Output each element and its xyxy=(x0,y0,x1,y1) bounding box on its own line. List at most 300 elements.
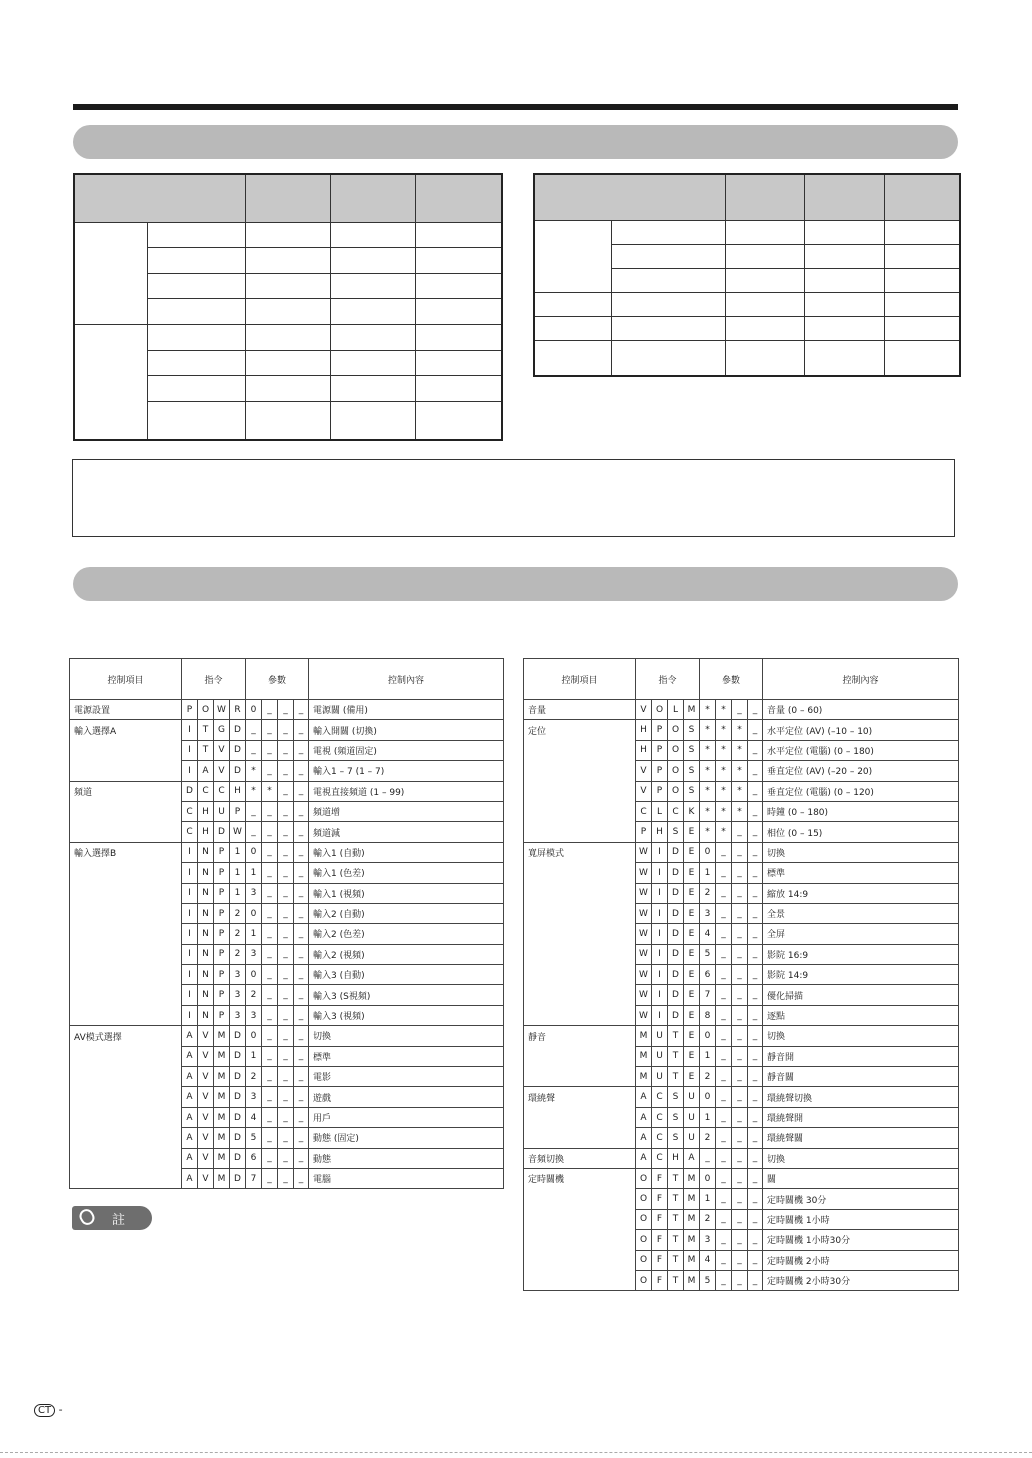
command-char: S xyxy=(684,781,700,801)
parameter-char: _ xyxy=(262,903,278,923)
parameter-char: _ xyxy=(294,720,309,740)
command-char: I xyxy=(182,1005,198,1025)
control-content: 定時關機 1小時30分 xyxy=(763,1230,959,1250)
table-row xyxy=(70,883,504,903)
parameter-char: * xyxy=(716,781,732,801)
command-char: I xyxy=(182,965,198,985)
table-row xyxy=(70,1128,504,1148)
command-char: V xyxy=(198,1148,214,1168)
parameter-char: * xyxy=(716,801,732,821)
command-char: P xyxy=(214,842,230,862)
parameter-char: _ xyxy=(748,1087,763,1107)
parameter-char: _ xyxy=(246,822,262,842)
parameter-char: 5 xyxy=(246,1128,262,1148)
parameter-char: _ xyxy=(294,1005,309,1025)
parameter-char: 2 xyxy=(700,883,716,903)
table-row xyxy=(70,965,504,985)
table-row xyxy=(524,1026,959,1046)
command-char: T xyxy=(198,740,214,760)
command-char: C xyxy=(652,1087,668,1107)
parameter-char: _ xyxy=(732,1148,748,1168)
command-char: S xyxy=(668,822,684,842)
parameter-char: _ xyxy=(294,1067,309,1087)
command-char: F xyxy=(652,1189,668,1209)
command-char: P xyxy=(652,720,668,740)
parameter-char: _ xyxy=(716,1250,732,1270)
parameter-char: _ xyxy=(732,985,748,1005)
command-char: O xyxy=(198,700,214,720)
control-item: 輸入選擇A xyxy=(70,720,182,740)
command-char: I xyxy=(182,944,198,964)
parameter-char: _ xyxy=(732,1026,748,1046)
parameter-char: _ xyxy=(262,822,278,842)
table-row xyxy=(524,842,959,862)
table-row xyxy=(524,761,959,781)
table-row xyxy=(70,740,504,760)
parameter-char: _ xyxy=(748,700,763,720)
command-char: O xyxy=(636,1250,652,1270)
command-char: D xyxy=(230,1026,246,1046)
command-char: P xyxy=(214,965,230,985)
control-item xyxy=(524,1209,636,1229)
header-control-item: 控制項目 xyxy=(524,659,636,700)
command-char: T xyxy=(668,1209,684,1229)
parameter-char: _ xyxy=(732,1230,748,1250)
command-char: G xyxy=(214,720,230,740)
command-char: N xyxy=(198,924,214,944)
command-char: U xyxy=(684,1128,700,1148)
control-content: 輸入3 (視頻) xyxy=(309,1005,504,1025)
control-content: 關 xyxy=(763,1168,959,1188)
command-char: N xyxy=(198,842,214,862)
parameter-char: _ xyxy=(732,1270,748,1290)
control-content: 水平定位 (電腦) (0 – 180) xyxy=(763,740,959,760)
command-char: I xyxy=(652,842,668,862)
control-content: 相位 (0 – 15) xyxy=(763,822,959,842)
parameter-char: _ xyxy=(294,1128,309,1148)
parameter-char: 4 xyxy=(246,1107,262,1127)
parameter-char: * xyxy=(246,781,262,801)
table-row xyxy=(524,965,959,985)
table-row xyxy=(70,863,504,883)
control-item xyxy=(524,1270,636,1290)
parameter-char: _ xyxy=(278,781,294,801)
parameter-char: _ xyxy=(732,1046,748,1066)
command-char: M xyxy=(214,1148,230,1168)
control-content: 水平定位 (AV) (–10 – 10) xyxy=(763,720,959,740)
command-char: A xyxy=(182,1128,198,1148)
control-content: 定時關機 1小時 xyxy=(763,1209,959,1229)
parameter-char: _ xyxy=(732,1107,748,1127)
control-content: 音量 (0 – 60) xyxy=(763,700,959,720)
parameter-char: 1 xyxy=(246,1046,262,1066)
control-item xyxy=(70,985,182,1005)
control-content: 標準 xyxy=(309,1046,504,1066)
command-char: E xyxy=(684,1067,700,1087)
table-row xyxy=(524,1148,959,1168)
parameter-char: _ xyxy=(732,1189,748,1209)
command-char: H xyxy=(668,1148,684,1168)
parameter-char: _ xyxy=(246,720,262,740)
command-char: M xyxy=(214,1067,230,1087)
command-char: N xyxy=(198,1005,214,1025)
control-item xyxy=(524,944,636,964)
command-char: A xyxy=(636,1148,652,1168)
command-char: E xyxy=(684,944,700,964)
command-char: T xyxy=(668,1168,684,1188)
command-char: L xyxy=(652,801,668,821)
control-content: 輸入2 (自動) xyxy=(309,903,504,923)
parameter-char: _ xyxy=(716,863,732,883)
control-content: 動態 xyxy=(309,1148,504,1168)
command-char: N xyxy=(198,965,214,985)
header-command: 指令 xyxy=(182,659,246,700)
command-char: O xyxy=(636,1209,652,1229)
control-item xyxy=(524,883,636,903)
parameter-char: _ xyxy=(700,1148,716,1168)
parameter-char: _ xyxy=(748,1250,763,1270)
parameter-char: 2 xyxy=(700,1209,716,1229)
control-content: 定時關機 2小時30分 xyxy=(763,1270,959,1290)
parameter-char: _ xyxy=(278,1148,294,1168)
parameter-char: * xyxy=(700,761,716,781)
parameter-char: _ xyxy=(716,1270,732,1290)
parameter-char: _ xyxy=(732,883,748,903)
command-char: F xyxy=(652,1230,668,1250)
table-row xyxy=(524,700,959,720)
table-row xyxy=(70,1107,504,1127)
command-char: M xyxy=(214,1087,230,1107)
command-char: V xyxy=(198,1128,214,1148)
command-char: I xyxy=(182,842,198,862)
command-char: R xyxy=(230,700,246,720)
command-char: M xyxy=(684,700,700,720)
control-item xyxy=(70,761,182,781)
command-char: D xyxy=(230,1148,246,1168)
table-row xyxy=(524,903,959,923)
command-char: P xyxy=(214,1005,230,1025)
control-item xyxy=(70,1067,182,1087)
command-char: M xyxy=(214,1107,230,1127)
command-table-left xyxy=(69,658,504,1189)
parameter-char: _ xyxy=(748,1005,763,1025)
control-item xyxy=(524,924,636,944)
command-char: I xyxy=(182,924,198,944)
parameter-char: _ xyxy=(748,1189,763,1209)
parameter-char: _ xyxy=(294,965,309,985)
command-char: T xyxy=(668,1230,684,1250)
header-control-content: 控制內容 xyxy=(763,659,959,700)
parameter-char: * xyxy=(716,720,732,740)
control-content: 電視 (頻道固定) xyxy=(309,740,504,760)
control-item xyxy=(524,985,636,1005)
command-char: W xyxy=(636,883,652,903)
parameter-char: _ xyxy=(748,883,763,903)
parameter-char: _ xyxy=(748,822,763,842)
parameter-char: _ xyxy=(278,863,294,883)
parameter-char: _ xyxy=(294,985,309,1005)
parameter-char: _ xyxy=(732,1168,748,1188)
table-row xyxy=(70,720,504,740)
control-item: 定位 xyxy=(524,720,636,740)
parameter-char: * xyxy=(700,801,716,821)
command-char: A xyxy=(182,1148,198,1168)
parameter-char: * xyxy=(700,822,716,842)
parameter-char: _ xyxy=(748,1168,763,1188)
table-row xyxy=(524,801,959,821)
table-row xyxy=(524,944,959,964)
parameter-char: * xyxy=(732,740,748,760)
command-char: W xyxy=(636,1005,652,1025)
command-char: W xyxy=(636,985,652,1005)
parameter-char: _ xyxy=(262,801,278,821)
command-char: O xyxy=(636,1270,652,1290)
parameter-char: _ xyxy=(262,1087,278,1107)
control-content: 切換 xyxy=(763,842,959,862)
parameter-char: _ xyxy=(732,903,748,923)
command-char: A xyxy=(636,1107,652,1127)
parameter-char: _ xyxy=(716,944,732,964)
command-char: I xyxy=(652,903,668,923)
parameter-char: _ xyxy=(294,700,309,720)
command-char: M xyxy=(214,1168,230,1188)
control-item xyxy=(524,801,636,821)
control-item xyxy=(70,1087,182,1107)
parameter-char: _ xyxy=(294,1148,309,1168)
command-char: H xyxy=(230,781,246,801)
control-item xyxy=(70,1005,182,1025)
parameter-char: _ xyxy=(732,965,748,985)
command-char: T xyxy=(668,1046,684,1066)
control-item xyxy=(70,903,182,923)
command-char: U xyxy=(652,1067,668,1087)
control-content: 影院 14:9 xyxy=(763,965,959,985)
parameter-char: 2 xyxy=(246,1067,262,1087)
table-row xyxy=(524,863,959,883)
note-badge xyxy=(72,1206,152,1230)
parameter-char: _ xyxy=(748,1230,763,1250)
header-control-content: 控制內容 xyxy=(309,659,504,700)
command-char: N xyxy=(198,903,214,923)
command-char: K xyxy=(684,801,700,821)
control-content: 輸入1 (色差) xyxy=(309,863,504,883)
table-row xyxy=(70,903,504,923)
parameter-char: _ xyxy=(748,1128,763,1148)
parameter-char: _ xyxy=(294,1168,309,1188)
command-char: D xyxy=(230,1067,246,1087)
command-char: T xyxy=(668,1067,684,1087)
table-row xyxy=(524,1128,959,1148)
control-item xyxy=(70,1128,182,1148)
command-char: I xyxy=(652,924,668,944)
control-content: 輸入3 (自動) xyxy=(309,965,504,985)
parameter-char: 2 xyxy=(700,1128,716,1148)
parameter-char: _ xyxy=(748,1148,763,1168)
parameter-char: _ xyxy=(748,781,763,801)
note-label: 註 xyxy=(112,1213,126,1228)
command-char: A xyxy=(182,1168,198,1188)
parameter-char: * xyxy=(716,700,732,720)
header-parameter: 參數 xyxy=(700,659,763,700)
parameter-char: _ xyxy=(294,761,309,781)
parameter-char: * xyxy=(716,740,732,760)
parameter-char: _ xyxy=(294,924,309,944)
parameter-char: 2 xyxy=(246,985,262,1005)
parameter-char: _ xyxy=(278,1067,294,1087)
parameter-char: _ xyxy=(732,1128,748,1148)
table-row xyxy=(524,883,959,903)
control-content: 全景 xyxy=(763,903,959,923)
parameter-char: _ xyxy=(732,924,748,944)
parameter-char: 0 xyxy=(246,842,262,862)
upper-right-grid xyxy=(533,173,961,377)
control-content: 環繞聲切換 xyxy=(763,1087,959,1107)
command-char: M xyxy=(684,1209,700,1229)
command-char: E xyxy=(684,1005,700,1025)
parameter-char: _ xyxy=(294,944,309,964)
parameter-char: _ xyxy=(262,965,278,985)
upper-left-grid xyxy=(73,173,503,441)
parameter-char: _ xyxy=(748,985,763,1005)
parameter-char: _ xyxy=(278,822,294,842)
command-char: C xyxy=(652,1128,668,1148)
control-item xyxy=(524,781,636,801)
control-item xyxy=(70,740,182,760)
control-content: 輸入2 (視頻) xyxy=(309,944,504,964)
language-code: CT xyxy=(34,1404,55,1417)
command-char: M xyxy=(636,1067,652,1087)
table-row xyxy=(70,1005,504,1025)
command-char: I xyxy=(652,985,668,1005)
parameter-char: _ xyxy=(716,1026,732,1046)
parameter-char: _ xyxy=(732,822,748,842)
table-row xyxy=(70,985,504,1005)
control-content: 用戶 xyxy=(309,1107,504,1127)
note-box xyxy=(72,459,955,537)
command-char: H xyxy=(636,740,652,760)
parameter-char: 5 xyxy=(700,944,716,964)
command-char: O xyxy=(668,761,684,781)
command-char: A xyxy=(182,1087,198,1107)
command-char: C xyxy=(636,801,652,821)
table-row xyxy=(524,1046,959,1066)
command-char: D xyxy=(668,1005,684,1025)
control-content: 電腦 xyxy=(309,1168,504,1188)
parameter-char: 1 xyxy=(700,1107,716,1127)
command-char: N xyxy=(198,863,214,883)
control-content: 遊戲 xyxy=(309,1087,504,1107)
command-char: M xyxy=(636,1026,652,1046)
table-row xyxy=(70,1087,504,1107)
table-row xyxy=(524,822,959,842)
control-content: 垂直定位 (AV) (–20 – 20) xyxy=(763,761,959,781)
parameter-char: * xyxy=(732,720,748,740)
command-char: I xyxy=(182,740,198,760)
table-row xyxy=(524,740,959,760)
command-char: W xyxy=(636,863,652,883)
parameter-char: _ xyxy=(732,1250,748,1270)
control-item: 音頻切換 xyxy=(524,1148,636,1168)
command-char: S xyxy=(668,1087,684,1107)
command-char: 1 xyxy=(230,842,246,862)
command-char: 2 xyxy=(230,903,246,923)
parameter-char: _ xyxy=(748,1209,763,1229)
command-char: T xyxy=(668,1270,684,1290)
parameter-char: _ xyxy=(278,720,294,740)
command-char: S xyxy=(684,740,700,760)
command-char: M xyxy=(684,1168,700,1188)
control-item: 寬屏模式 xyxy=(524,842,636,862)
parameter-char: _ xyxy=(262,761,278,781)
parameter-char: _ xyxy=(716,883,732,903)
control-item: AV模式選擇 xyxy=(70,1026,182,1046)
command-char: I xyxy=(652,863,668,883)
control-content: 靜音開 xyxy=(763,1046,959,1066)
header-control-item: 控制項目 xyxy=(70,659,182,700)
command-char: 3 xyxy=(230,965,246,985)
parameter-char: _ xyxy=(716,1168,732,1188)
control-item xyxy=(524,965,636,985)
control-item xyxy=(70,924,182,944)
parameter-char: 7 xyxy=(700,985,716,1005)
table-row xyxy=(70,1168,504,1188)
command-char: 2 xyxy=(230,944,246,964)
command-char: I xyxy=(182,903,198,923)
parameter-char: _ xyxy=(732,842,748,862)
parameter-char: * xyxy=(716,822,732,842)
control-content: 輸入2 (色差) xyxy=(309,924,504,944)
command-char: A xyxy=(198,761,214,781)
parameter-char: _ xyxy=(262,720,278,740)
command-char: V xyxy=(198,1067,214,1087)
parameter-char: _ xyxy=(278,1005,294,1025)
command-char: D xyxy=(668,965,684,985)
control-item: 定時關機 xyxy=(524,1168,636,1188)
parameter-char: _ xyxy=(278,903,294,923)
control-item: 環繞聲 xyxy=(524,1087,636,1107)
parameter-char: 3 xyxy=(246,1005,262,1025)
parameter-char: _ xyxy=(716,1087,732,1107)
parameter-char: _ xyxy=(748,863,763,883)
command-char: D xyxy=(230,1128,246,1148)
command-char: I xyxy=(182,720,198,740)
command-char: V xyxy=(198,1026,214,1046)
parameter-char: _ xyxy=(294,781,309,801)
parameter-char: 4 xyxy=(700,924,716,944)
control-item: 輸入選擇B xyxy=(70,842,182,862)
table-row xyxy=(524,1107,959,1127)
control-content: 輸入1 – 7 (1 – 7) xyxy=(309,761,504,781)
command-char: M xyxy=(684,1230,700,1250)
command-char: M xyxy=(214,1128,230,1148)
command-char: D xyxy=(230,1107,246,1127)
command-char: W xyxy=(636,842,652,862)
command-char: F xyxy=(652,1209,668,1229)
command-char: O xyxy=(636,1168,652,1188)
table-row xyxy=(524,1270,959,1290)
parameter-char: _ xyxy=(716,1209,732,1229)
parameter-char: _ xyxy=(294,1087,309,1107)
parameter-char: _ xyxy=(732,1005,748,1025)
control-content: 切換 xyxy=(763,1026,959,1046)
command-char: D xyxy=(230,1087,246,1107)
page-footer xyxy=(34,1403,63,1417)
control-item: 電源設置 xyxy=(70,700,182,720)
command-char: T xyxy=(668,1189,684,1209)
command-char: A xyxy=(182,1067,198,1087)
parameter-char: _ xyxy=(262,985,278,1005)
parameter-char: _ xyxy=(294,903,309,923)
